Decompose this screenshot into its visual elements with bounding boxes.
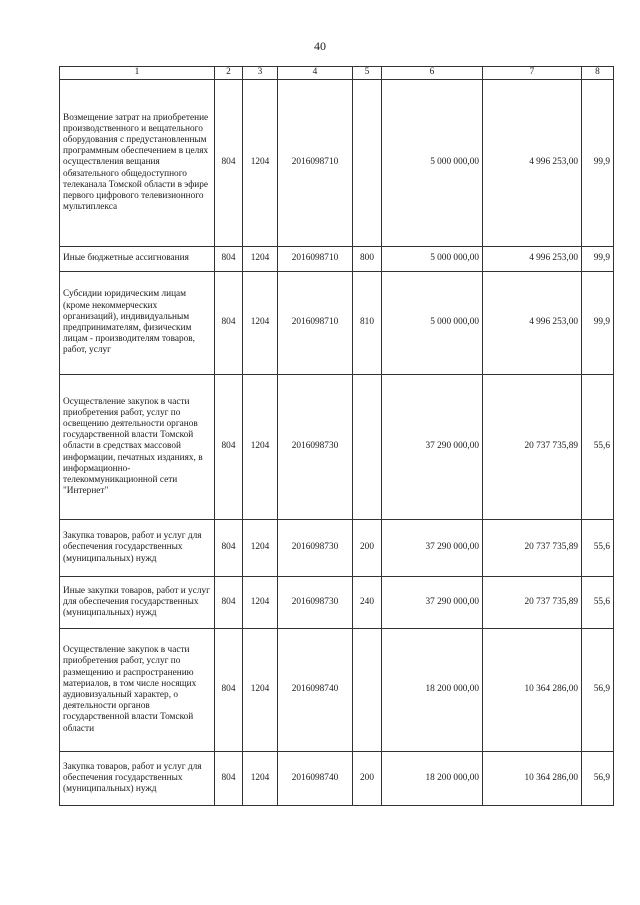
row-name: Иные закупки товаров, работ и услуг для обеспечения государственных (муниципальных) нужд (60, 577, 215, 629)
table-row (60, 80, 614, 247)
row-fact: 4 996 253,00 (483, 247, 582, 272)
row-grbs: 804 (215, 629, 243, 752)
row-pct: 99,9 (582, 247, 614, 272)
col-header-7: 7 (483, 67, 582, 80)
row-target: 2016098730 (278, 577, 353, 629)
row-target: 2016098730 (278, 520, 353, 577)
row-section: 1204 (243, 520, 278, 577)
row-section: 1204 (243, 272, 278, 375)
row-grbs: 804 (215, 752, 243, 806)
row-fact: 4 996 253,00 (483, 272, 582, 375)
row-name: Субсидии юридическим лицам (кроме некоммерческих организаций), индивидуальным предпринимателям, физическим лицам - производителям товаров, работ, услуг (60, 272, 215, 375)
row-section: 1204 (243, 752, 278, 806)
table-row (60, 272, 614, 375)
budget-table (59, 66, 614, 806)
row-grbs: 804 (215, 375, 243, 520)
row-pct: 56,9 (582, 752, 614, 806)
row-pct: 55,6 (582, 520, 614, 577)
table-body (60, 80, 614, 806)
table-row (60, 520, 614, 577)
row-section: 1204 (243, 375, 278, 520)
row-section: 1204 (243, 247, 278, 272)
row-pct: 99,9 (582, 272, 614, 375)
row-pct: 55,6 (582, 577, 614, 629)
row-target: 2016098740 (278, 752, 353, 806)
row-plan: 37 290 000,00 (382, 375, 483, 520)
row-plan: 5 000 000,00 (382, 272, 483, 375)
table-row (60, 375, 614, 520)
row-plan: 5 000 000,00 (382, 80, 483, 247)
col-header-1: 1 (60, 67, 215, 80)
row-vr: 240 (353, 577, 382, 629)
row-plan: 37 290 000,00 (382, 577, 483, 629)
row-plan: 18 200 000,00 (382, 752, 483, 806)
row-name: Закупка товаров, работ и услуг для обеспечения государственных (муниципальных) нужд (60, 520, 215, 577)
col-header-4: 4 (278, 67, 353, 80)
row-fact: 10 364 286,00 (483, 629, 582, 752)
table-row (60, 752, 614, 806)
row-vr: 200 (353, 752, 382, 806)
row-fact: 10 364 286,00 (483, 752, 582, 806)
row-fact: 20 737 735,89 (483, 577, 582, 629)
row-vr: 810 (353, 272, 382, 375)
row-pct: 56,9 (582, 629, 614, 752)
header-row (60, 67, 614, 80)
row-vr: 200 (353, 520, 382, 577)
row-grbs: 804 (215, 520, 243, 577)
row-pct: 55,6 (582, 375, 614, 520)
row-target: 2016098730 (278, 375, 353, 520)
row-plan: 37 290 000,00 (382, 520, 483, 577)
col-header-2: 2 (215, 67, 243, 80)
row-grbs: 804 (215, 80, 243, 247)
row-vr (353, 375, 382, 520)
row-section: 1204 (243, 629, 278, 752)
row-fact: 4 996 253,00 (483, 80, 582, 247)
row-section: 1204 (243, 577, 278, 629)
row-name: Закупка товаров, работ и услуг для обеспечения государственных (муниципальных) нужд (60, 752, 215, 806)
row-grbs: 804 (215, 272, 243, 375)
row-name: Осуществление закупок в части приобретения работ, услуг по освещению деятельности органов государственной власти Томской области в средствах массовой информации, печатных изданиях, в информационно-телекоммуникационной сети "Интернет" (60, 375, 215, 520)
row-name: Иные бюджетные ассигнования (60, 247, 215, 272)
table-row (60, 629, 614, 752)
row-plan: 18 200 000,00 (382, 629, 483, 752)
row-name: Осуществление закупок в части приобретения работ, услуг по размещению и распространению материалов, в том числе носящих аудиовизуальный характер, о деятельности органов государственной власти Томской области (60, 629, 215, 752)
table-header (60, 67, 614, 80)
row-grbs: 804 (215, 247, 243, 272)
col-header-5: 5 (353, 67, 382, 80)
row-pct: 99,9 (582, 80, 614, 247)
page-number: 40 (314, 39, 326, 53)
col-header-6: 6 (382, 67, 483, 80)
row-target: 2016098710 (278, 247, 353, 272)
row-fact: 20 737 735,89 (483, 520, 582, 577)
row-fact: 20 737 735,89 (483, 375, 582, 520)
row-target: 2016098710 (278, 272, 353, 375)
row-target: 2016098740 (278, 629, 353, 752)
row-plan: 5 000 000,00 (382, 247, 483, 272)
row-section: 1204 (243, 80, 278, 247)
table-row (60, 577, 614, 629)
row-grbs: 804 (215, 577, 243, 629)
row-vr (353, 629, 382, 752)
row-vr (353, 80, 382, 247)
col-header-8: 8 (582, 67, 614, 80)
row-name: Возмещение затрат на приобретение производственного и вещательного оборудования с предустановленным программным обеспечением в целях осуществления вещания обязательного общедоступного телеканала Томской области в эфире первого цифрового телевизионного мультиплекса (60, 80, 215, 247)
col-header-3: 3 (243, 67, 278, 80)
row-target: 2016098710 (278, 80, 353, 247)
row-vr: 800 (353, 247, 382, 272)
table-row (60, 247, 614, 272)
